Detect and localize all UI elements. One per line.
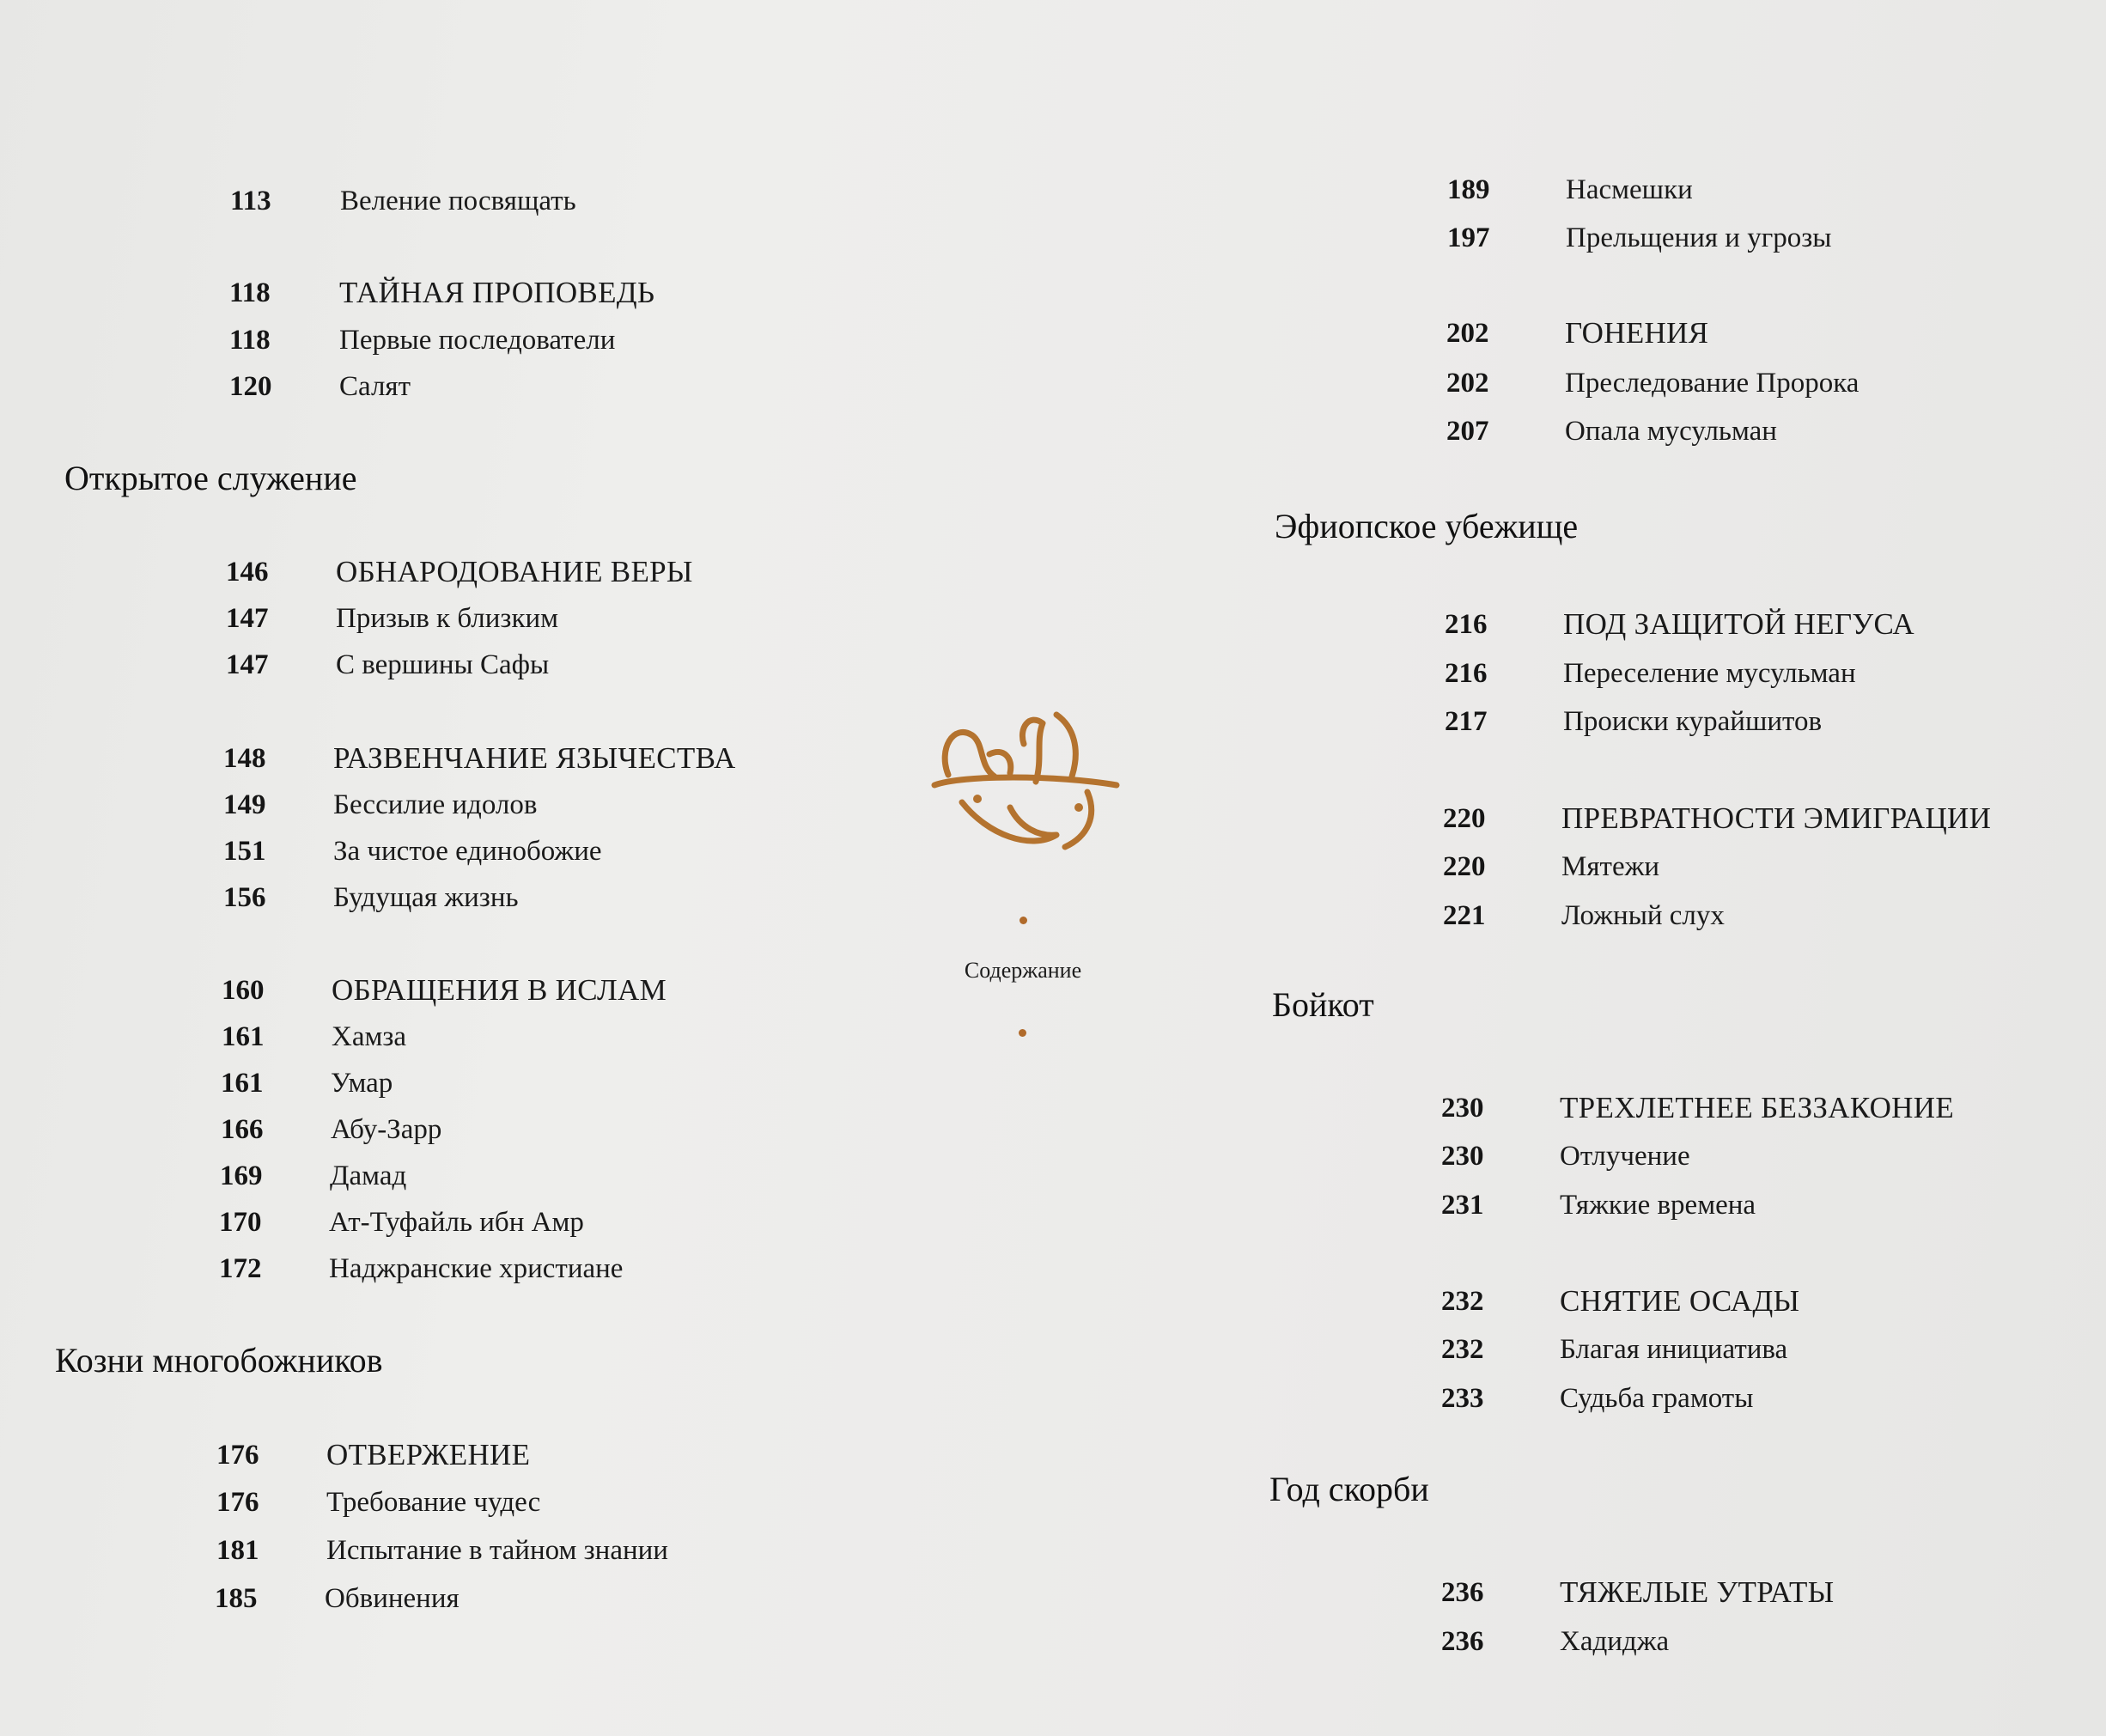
page-number: 118: [229, 277, 271, 308]
entry-title: Тяжкие времена: [1560, 1190, 1756, 1221]
entry-title: ТЯЖЕЛЫЕ УТРАТЫ: [1560, 1575, 1835, 1609]
entry-title: Испытание в тайном знании: [326, 1535, 668, 1566]
entry-title: Отлучение: [1560, 1141, 1690, 1172]
page-number: 189: [1447, 174, 1490, 205]
page-number: 230: [1441, 1141, 1484, 1172]
page-number: 161: [221, 1068, 264, 1099]
page-number: 216: [1445, 609, 1488, 640]
page-number: 170: [219, 1207, 262, 1238]
page-number: 217: [1445, 706, 1488, 737]
page-number: 172: [219, 1253, 262, 1284]
entry-title: С вершины Сафы: [336, 649, 550, 680]
page-number: 230: [1441, 1093, 1484, 1124]
page-number: 232: [1441, 1286, 1484, 1317]
entry-title: Бессилие идолов: [333, 789, 538, 820]
entry-title: ПРЕВРАТНОСТИ ЭМИГРАЦИИ: [1561, 801, 1992, 835]
entry-title: ПОД ЗАЩИТОЙ НЕГУСА: [1563, 607, 1914, 641]
page-number: 197: [1447, 222, 1490, 253]
page-number: 147: [226, 649, 269, 680]
page-number: 236: [1441, 1577, 1484, 1608]
entry-title: ГОНЕНИЯ: [1565, 316, 1709, 350]
page-number: 231: [1441, 1190, 1484, 1221]
entry-title: Дамад: [330, 1160, 407, 1191]
page-number: 169: [220, 1160, 263, 1191]
section-heading: Эфиопское убежище: [1275, 507, 1579, 545]
entry-title: Благая инициатива: [1560, 1334, 1788, 1365]
entry-title: Происки курайшитов: [1563, 706, 1823, 737]
section-heading: Год скорби: [1269, 1470, 1429, 1508]
page-number: 220: [1443, 851, 1486, 882]
entry-title: Преследование Пророка: [1565, 368, 1859, 399]
page-number: 147: [226, 603, 269, 634]
page-number: 118: [229, 325, 271, 356]
page-number: 176: [216, 1487, 259, 1518]
entry-title: ОБРАЩЕНИЯ В ИСЛАМ: [332, 973, 667, 1007]
entry-title: СНЯТИЕ ОСАДЫ: [1560, 1284, 1800, 1318]
page-number: 161: [222, 1021, 265, 1052]
entry-title: Хамза: [332, 1021, 407, 1052]
page-number: 185: [215, 1583, 258, 1614]
page-number: 233: [1441, 1383, 1484, 1414]
entry-title: Первые последователи: [339, 325, 616, 356]
page-number: 236: [1441, 1626, 1484, 1657]
entry-title: Судьба грамоты: [1560, 1383, 1754, 1414]
page-number: 207: [1446, 416, 1489, 447]
section-heading: Бойкот: [1272, 985, 1374, 1024]
page-number: 221: [1443, 900, 1486, 931]
ornament-dot: [1020, 917, 1027, 924]
page-number: 113: [230, 186, 271, 216]
page-number: 176: [216, 1440, 259, 1471]
entry-title: Ложный слух: [1561, 900, 1725, 931]
entry-title: Абу-Зарр: [331, 1114, 442, 1145]
entry-title: Мятежи: [1561, 851, 1660, 882]
entry-title: Наджранские христиане: [329, 1253, 624, 1284]
entry-title: За чистое единобожие: [333, 836, 602, 867]
page-number: 202: [1446, 368, 1489, 399]
entry-title: ТРЕХЛЕТНЕЕ БЕЗЗАКОНИЕ: [1560, 1091, 1955, 1124]
entry-title: Салят: [339, 371, 411, 402]
section-heading: Открытое служение: [64, 459, 357, 497]
page-number: 202: [1446, 318, 1489, 349]
entry-title: Прельщения и угрозы: [1566, 222, 1832, 253]
entry-title: Насмешки: [1566, 174, 1693, 205]
page-number: 216: [1445, 658, 1488, 689]
page-number: 156: [223, 882, 266, 913]
entry-title: ОТВЕРЖЕНИЕ: [326, 1438, 531, 1471]
entry-title: Ат-Туфайль ибн Амр: [329, 1207, 584, 1238]
page-number: 146: [226, 557, 269, 588]
page-number: 232: [1441, 1334, 1484, 1365]
entry-title: Будущая жизнь: [333, 882, 519, 913]
entry-title: Требование чудес: [326, 1487, 541, 1518]
page-number: 220: [1443, 803, 1486, 834]
entry-title: Обвинения: [325, 1583, 460, 1614]
page-number: 181: [216, 1535, 259, 1566]
page-number: 151: [223, 836, 266, 867]
page-number: 149: [223, 789, 266, 820]
entry-title: РАЗВЕНЧАНИЕ ЯЗЫЧЕСТВА: [333, 741, 736, 775]
ornament-dot: [1019, 1029, 1026, 1037]
entry-title: Веление посвящать: [340, 186, 576, 216]
page-number: 166: [221, 1114, 264, 1145]
entry-title: Умар: [331, 1068, 393, 1099]
entry-title: Призыв к близким: [336, 603, 559, 634]
page-number: 160: [222, 975, 265, 1006]
section-heading: Козни многобожников: [55, 1341, 383, 1380]
entry-title: Хадиджа: [1560, 1626, 1670, 1657]
entry-title: ОБНАРОДОВАНИЕ ВЕРЫ: [336, 555, 693, 588]
entry-title: ТАЙНАЯ ПРОПОВЕДЬ: [339, 276, 655, 309]
calligraphy-emblem-icon: [928, 706, 1122, 859]
page-heading: Содержание: [964, 958, 1082, 983]
entry-title: Опала мусульман: [1565, 416, 1777, 447]
page-number: 148: [223, 743, 266, 774]
entry-title: Переселение мусульман: [1563, 658, 1856, 689]
page-number: 120: [229, 371, 272, 402]
